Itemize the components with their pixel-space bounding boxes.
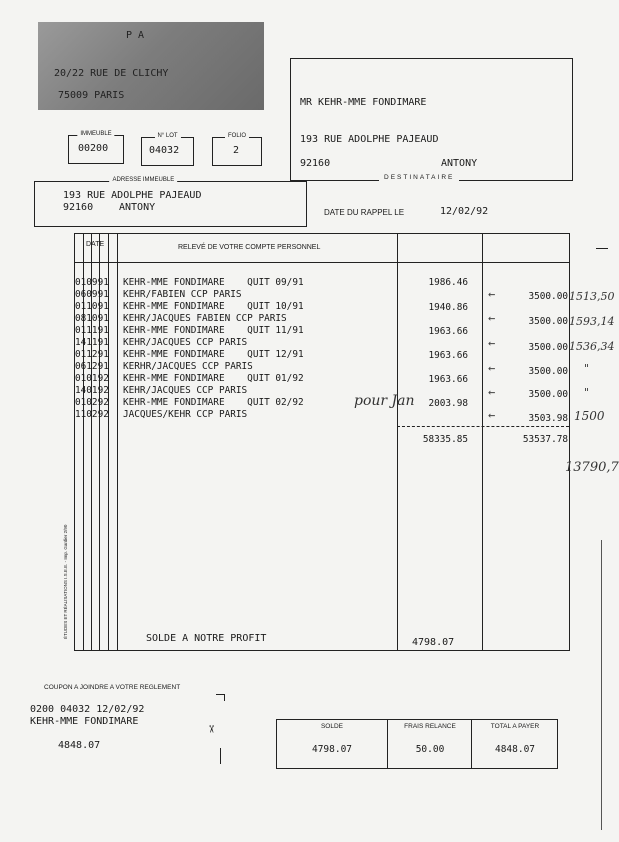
reminder-label: DATE DU RAPPEL LE xyxy=(324,208,405,217)
frais-value: 50.00 xyxy=(415,744,445,755)
row-debit: 1940.86 xyxy=(428,302,468,313)
row-credit: 3500.00 xyxy=(528,316,568,327)
row-credit: 3503.98 xyxy=(528,413,568,424)
row-date: 061291 xyxy=(75,361,109,372)
row-label: KEHR-MME FONDIMARE QUIT 02/92 xyxy=(123,397,304,408)
arrow-icon: ← xyxy=(488,336,496,350)
row-label: KEHR-MME FONDIMARE QUIT 09/91 xyxy=(123,277,304,288)
row-credit: 3500.00 xyxy=(528,342,568,353)
immeuble-value: 00200 xyxy=(78,143,109,154)
lot-label: N° LOT xyxy=(154,133,180,139)
row-label: KERHR/JACQUES CCP PARIS xyxy=(123,361,253,372)
scissors-icon: ✂ xyxy=(203,724,220,734)
frais-cell xyxy=(387,720,472,768)
arrow-icon: ← xyxy=(488,385,496,399)
folio-label: FOLIO xyxy=(225,133,249,139)
sender-line1: P A xyxy=(126,30,145,41)
sender-line2: 20/22 RUE DE CLICHY xyxy=(54,68,169,79)
row-date: 010292 xyxy=(75,397,109,408)
lot-field xyxy=(141,133,194,166)
total-credit: 53537.78 xyxy=(522,434,568,445)
total-value: 4848.07 xyxy=(494,744,536,755)
solde-label: SOLDE xyxy=(320,723,344,730)
folio-field xyxy=(212,133,262,166)
immeuble-field xyxy=(68,131,124,164)
row-credit: 3500.00 xyxy=(528,291,568,302)
arrow-icon: ← xyxy=(488,287,496,301)
row-label: KEHR-MME FONDIMARE QUIT 10/91 xyxy=(123,301,304,312)
coupon-ref: 0200 04032 12/02/92 xyxy=(30,704,145,715)
balance-label: SOLDE A NOTRE PROFIT xyxy=(146,633,267,644)
row-debit: 1963.66 xyxy=(428,374,468,385)
folio-value: 2 xyxy=(233,145,240,156)
margin-note: 1536,34 xyxy=(569,340,615,353)
row-label: KEHR-MME FONDIMARE QUIT 11/91 xyxy=(123,325,304,336)
row-label: JACQUES/KEHR CCP PARIS xyxy=(123,409,248,420)
rule xyxy=(482,234,483,650)
arrow-icon: ← xyxy=(488,408,496,422)
statement-title: RELEVÉ DE VOTRE COMPTE PERSONNEL xyxy=(178,244,321,251)
row-date: 140192 xyxy=(75,385,109,396)
handwritten-note: pour Jan xyxy=(354,393,415,409)
coupon-title: COUPON A JOINDRE A VOTRE REGLEMENT xyxy=(44,684,181,691)
printer-mark: ÉTUDES ET RÉALISATIONS I.S.E.E. - Imp. Gardier 2/90 xyxy=(63,524,68,639)
row-date: 011191 xyxy=(75,325,109,336)
coupon-table xyxy=(276,719,558,769)
row-debit: 1986.46 xyxy=(428,277,468,288)
row-debit: 2003.98 xyxy=(428,398,468,409)
row-date: 011291 xyxy=(75,349,109,360)
margin-note: " xyxy=(584,362,590,375)
edge-mark xyxy=(596,248,608,249)
statement-header xyxy=(75,234,569,263)
row-date: 081091 xyxy=(75,313,109,324)
row-label: KEHR/JACQUES FABIEN CCP PARIS xyxy=(123,313,287,324)
recipient-street: 193 RUE ADOLPHE PAJEAUD xyxy=(300,134,439,145)
frais-label: FRAIS RELANCE xyxy=(404,723,456,730)
immeuble-label: IMMEUBLE xyxy=(77,131,114,137)
total-debit: 58335.85 xyxy=(422,434,468,445)
row-label: KEHR-MME FONDIMARE QUIT 12/91 xyxy=(123,349,304,360)
row-credit: 3500.00 xyxy=(528,389,568,400)
coupon-amount: 4848.07 xyxy=(58,740,101,751)
sender-block xyxy=(38,22,264,110)
row-debit: 1963.66 xyxy=(428,326,468,337)
row-label: KEHR/JACQUES CCP PARIS xyxy=(123,337,248,348)
row-label: KEHR-MME FONDIMARE QUIT 01/92 xyxy=(123,373,304,384)
total-label: TOTAL A PAYER xyxy=(490,723,540,730)
row-date: 110292 xyxy=(75,409,109,420)
building-address-label: ADRESSE IMMEUBLE xyxy=(110,177,178,183)
margin-note: 1513,50 xyxy=(569,290,615,303)
date-column-header: DATE xyxy=(86,241,105,248)
crop-mark xyxy=(216,694,225,701)
building-street: 193 RUE ADOLPHE PAJEAUD xyxy=(63,190,202,201)
building-city: ANTONY xyxy=(119,202,156,213)
lot-value: 04032 xyxy=(149,145,180,156)
edge-line xyxy=(601,540,602,830)
row-date: 060991 xyxy=(75,289,109,300)
row-date: 010991 xyxy=(75,277,109,288)
recipient-box xyxy=(290,58,573,181)
row-date: 141191 xyxy=(75,337,109,348)
total-cell xyxy=(471,720,558,768)
recipient-postcode: 92160 xyxy=(300,158,331,169)
recipient-name: MR KEHR-MME FONDIMARE xyxy=(300,97,427,108)
row-label: KEHR/FABIEN CCP PARIS xyxy=(123,289,242,300)
reminder-date: 12/02/92 xyxy=(440,206,489,217)
solde-value: 4798.07 xyxy=(311,744,353,755)
row-date: 010192 xyxy=(75,373,109,384)
margin-note: 1593,14 xyxy=(569,315,615,328)
solde-cell xyxy=(277,720,387,768)
coupon-name: KEHR-MME FONDIMARE xyxy=(30,716,139,727)
arrow-icon: ← xyxy=(488,361,496,375)
rule xyxy=(117,234,118,650)
building-address-box xyxy=(34,177,307,227)
row-date: 011091 xyxy=(75,301,109,312)
building-postcode: 92160 xyxy=(63,202,94,213)
margin-note: 13790,7 xyxy=(565,460,619,475)
recipient-city: ANTONY xyxy=(441,158,478,169)
sender-line3: 75009 PARIS xyxy=(58,90,125,101)
total-rule xyxy=(397,426,569,427)
row-label: KEHR/JACQUES CCP PARIS xyxy=(123,385,248,396)
margin-note: " xyxy=(584,386,590,399)
row-debit: 1963.66 xyxy=(428,350,468,361)
arrow-icon: ← xyxy=(488,311,496,325)
row-credit: 3500.00 xyxy=(528,366,568,377)
cut-line xyxy=(220,748,221,764)
recipient-label: DESTINATAIRE xyxy=(379,174,459,181)
margin-note: 1500 xyxy=(574,409,605,423)
balance-value: 4798.07 xyxy=(412,637,455,648)
